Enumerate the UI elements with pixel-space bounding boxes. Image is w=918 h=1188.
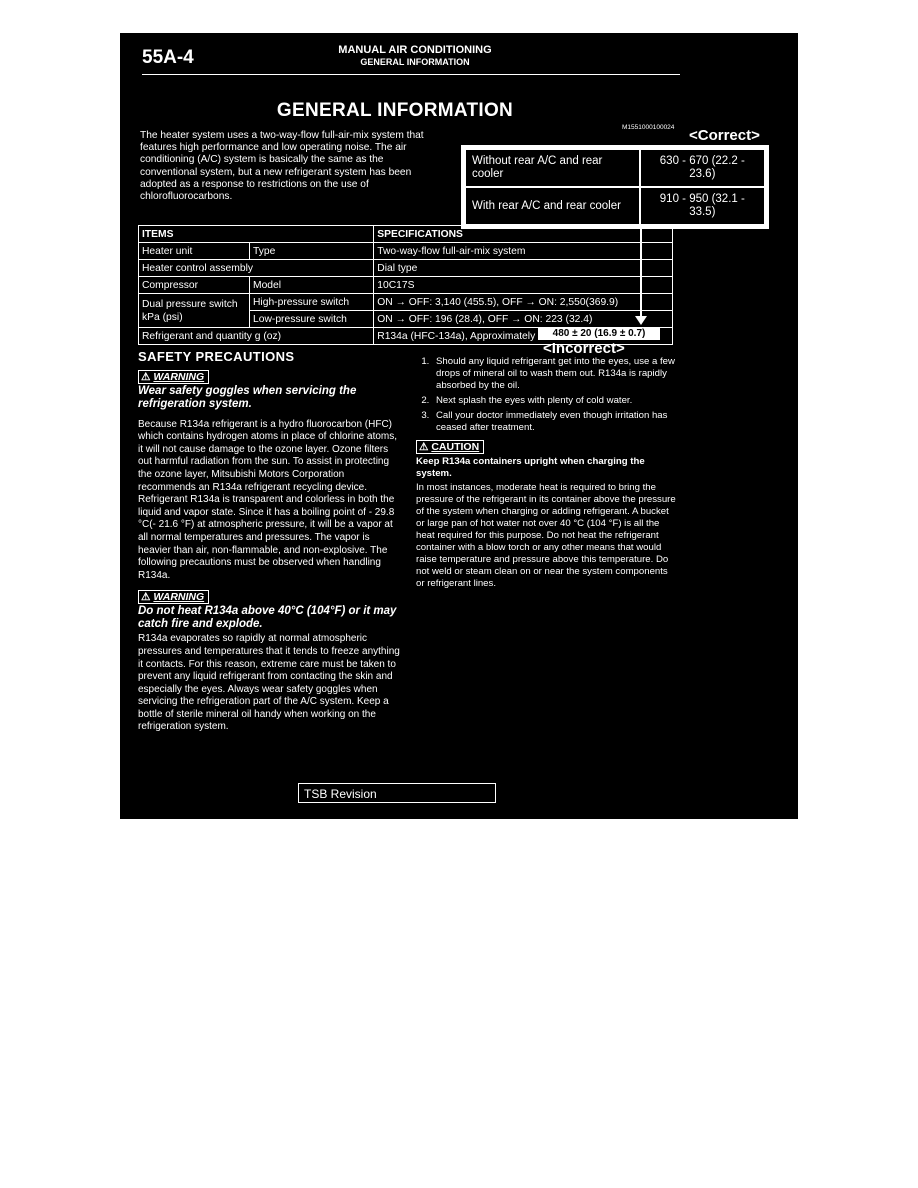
warning-text: Do not heat R134a above 40°C (104°F) or it may catch fire and explode.: [138, 605, 397, 631]
spec-cell: ON → OFF: 3,140 (455.5), OFF → ON: 2,550(369.9): [374, 294, 673, 311]
warning-label: ⚠ WARNING: [138, 590, 209, 604]
warning-triangle-icon: ⚠: [141, 370, 151, 383]
section-title: GENERAL INFORMATION: [276, 100, 514, 121]
table-row: [139, 277, 673, 294]
header-subtitle: GENERAL INFORMATION: [360, 57, 470, 67]
caution-text: Keep R134a containers upright when charging the system.: [416, 456, 645, 479]
caution-label: ⚠ CAUTION: [416, 440, 484, 454]
spec-cell: Dial type: [374, 260, 673, 277]
correct-label: <Correct>: [689, 127, 760, 144]
list-item: 3. Call your doctor immediately even though irritation has ceased after treatment.: [432, 410, 676, 434]
table-row: [139, 294, 673, 311]
specifications-header: SPECIFICATIONS: [374, 226, 673, 243]
incorrect-label: <Incorrect>: [543, 340, 625, 357]
arrow-head-icon: [635, 316, 647, 325]
warning-triangle-icon: ⚠: [419, 441, 432, 453]
table-row: [139, 243, 673, 260]
tsb-revision-box: TSB Revision: [298, 783, 496, 803]
spec-cell: 10C17S: [374, 277, 673, 294]
table-row: [139, 260, 673, 277]
correction-value: 630 - 670 (22.2 - 23.6): [640, 149, 765, 187]
correction-condition: Without rear A/C and rear cooler: [465, 149, 640, 187]
list-item: 2. Next splash the eyes with plenty of cold water.: [432, 395, 676, 407]
item-cell: Dual pressure switch kPa (psi): [139, 294, 250, 328]
warning-label: ⚠ WARNING: [138, 370, 209, 384]
warning-text: Wear safety goggles when servicing the refrigeration system.: [138, 384, 357, 410]
spec-cell: R134a (HFC-134a), Approximately: [374, 328, 673, 345]
figure-code: M1551000100024: [622, 124, 675, 131]
correction-row: [465, 149, 765, 187]
header-rule: [142, 74, 680, 75]
safety-left-column: [138, 351, 402, 740]
incorrect-value: 480 ± 20 (16.9 ± 0.7): [538, 327, 660, 340]
correction-condition: With rear A/C and rear cooler: [465, 187, 640, 225]
list-item: 1. Should any liquid refrigerant get into the eyes, use a few drops of mineral oil to wash them out. R134a is rapidly absorbed by the oil.: [432, 356, 676, 392]
header-title: MANUAL AIR CONDITIONING: [338, 44, 492, 56]
items-header: ITEMS: [139, 226, 374, 243]
item-cell: Refrigerant and quantity g (oz): [139, 328, 374, 345]
spec-cell: ON → OFF: 196 (28.4), OFF → ON: 223 (32.4): [374, 311, 673, 328]
correction-value: 910 - 950 (32.1 - 33.5): [640, 187, 765, 225]
steps-list: [416, 356, 676, 434]
item-cell: Heater control assembly: [139, 260, 374, 277]
safety-right-column: [416, 356, 676, 596]
correction-table: [464, 148, 766, 226]
safety-title: SAFETY PRECAUTIONS: [138, 349, 295, 364]
body-paragraph: Because R134a refrigerant is a hydro fluorocarbon (HFC) which contains hydrogen atoms in place of chlorine atoms, it will not cause damage to the ozone layer. Ozone filters out harmful radiation from the sun. To assist in protecting the ozone layer, Mitsubishi Motors Corporation recommends an R134a refrigerant recycling device. Refrigerant R134a is transparent and colorless in both the liquid and vapor state. Since it has a boiling point of - 29.8 °C(- 21.6 °F) at atmospheric pressure, it will be a vapor at all normal temperatures and pressures. The vapor is heavier than air, non-flammable, and non-explosive. The following precautions must be observed when handling R134a.: [138, 418, 398, 581]
table-header-row: [139, 226, 673, 243]
subitem-cell: Model: [250, 277, 374, 294]
body-paragraph: In most instances, moderate heat is required to bring the pressure of the refrigerant in its container above the pressure of the system when charging or adding refrigerant. A bucket or large pan of hot water not over 40 °C (104 °F) is all the heat required for this purpose. Do not heat the refrigerant container with a blow torch or any other means that would raise temperature and pressure above this temperature. Do not weld or steam clean on or near the system components or refrigerant lines.: [416, 482, 676, 589]
item-cell: Compressor: [139, 277, 250, 294]
document-page: [120, 33, 798, 819]
correction-arrow: [640, 229, 642, 321]
body-paragraph: R134a evaporates so rapidly at normal atmospheric pressures and temperatures that it tends to freeze anything it contacts. For this reason, extreme care must be taken to prevent any liquid refrigerant from contacting the skin and especially the eyes. Always wear safety goggles when servicing the refrigeration part of the A/C system. Keep a bottle of sterile mineral oil handy when working on the refrigeration system.: [138, 633, 400, 733]
warning-triangle-icon: ⚠: [141, 591, 151, 604]
subitem-cell: Low-pressure switch: [250, 311, 374, 328]
spec-cell: Two-way-flow full-air-mix system: [374, 243, 673, 260]
subitem-cell: High-pressure switch: [250, 294, 374, 311]
intro-paragraph: The heater system uses a two-way-flow full-air-mix system that features high performance and low operating noise. The air conditioning (A/C) system is basically the same as the conventional system, but a new refrigerant system has been adopted as a response to restrictions on the use of chlorofluorocarbons.: [140, 130, 424, 203]
page-number: 55A-4: [142, 47, 194, 68]
subitem-cell: Type: [250, 243, 374, 260]
item-cell: Heater unit: [139, 243, 250, 260]
correction-row: [465, 187, 765, 225]
